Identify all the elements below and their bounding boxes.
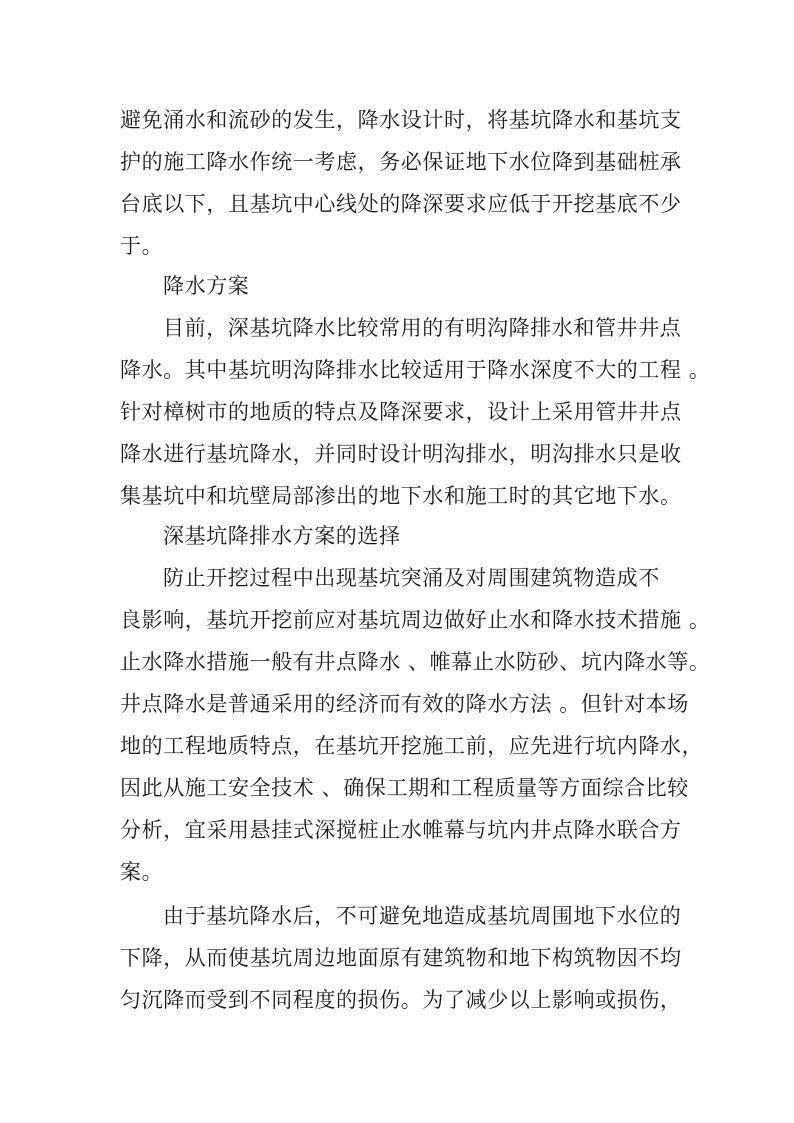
paragraph-line: 由于基坑降水后，不可避免地造成基坑周围地下水位的: [163, 904, 682, 928]
paragraph-line: 地的工程地质特点，在基坑开挖施工前，应先进行坑内降水，: [120, 734, 704, 758]
paragraph-line: 分析，宜采用悬挂式深搅桩止水帷幕与坑内井点降水联合方: [120, 818, 682, 842]
paragraph-line: 案。: [120, 860, 164, 884]
paragraph-line: 防止开挖过程中出现基坑突涌及对周围建筑物造成不: [163, 566, 660, 590]
paragraph-line: 降水。其中基坑明沟降排水比较适用于降水深度不大的工程 。: [120, 358, 711, 382]
paragraph-line: 针对樟树市的地质的特点及降深要求，设计上采用管井井点: [120, 400, 682, 424]
section-heading: 深基坑降排水方案的选择: [163, 524, 401, 548]
paragraph-line: 于。: [120, 234, 164, 258]
paragraph-line: 降水进行基坑降水，并同时设计明沟排水，明沟排水只是收: [120, 442, 682, 466]
paragraph-line: 目前，深基坑降水比较常用的有明沟降排水和管井井点: [163, 316, 682, 340]
paragraph-line: 下降，从而使基坑周边地面原有建筑物和地下构筑物因不均: [120, 946, 682, 970]
section-heading: 降水方案: [163, 274, 250, 298]
paragraph-line: 止水降水措施一般有井点降水 、帷幕止水防砂、坑内降水等。: [120, 650, 711, 674]
paragraph-line: 集基坑中和坑壁局部渗出的地下水和施工时的其它地下水。: [120, 484, 682, 508]
paragraph-line: 避免涌水和流砂的发生，降水设计时，将基坑降水和基坑支: [120, 108, 682, 132]
paragraph-line: 井点降水是普通采用的经济而有效的降水方法 。但针对本场: [120, 692, 689, 716]
paragraph-line: 护的施工降水作统一考虑，务必保证地下水位降到基础桩承: [120, 150, 682, 174]
paragraph-line: 匀沉降而受到不同程度的损伤。为了减少以上影响或损伤，: [120, 988, 682, 1012]
paragraph-line: 台底以下，且基坑中心线处的降深要求应低于开挖基底不少: [120, 192, 682, 216]
paragraph-line: 因此从施工安全技术 、确保工期和工程质量等方面综合比较: [120, 776, 689, 800]
paragraph-line: 良影响，基坑开挖前应对基坑周边做好止水和降水技术措施 。: [120, 608, 711, 632]
